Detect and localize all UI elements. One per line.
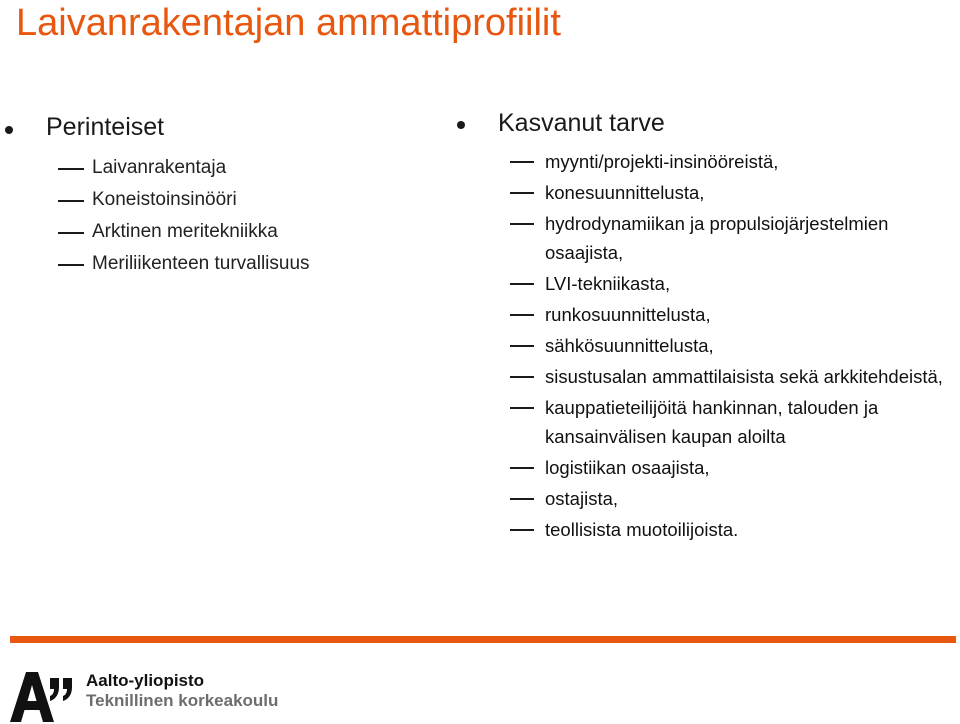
list-item <box>0 186 420 213</box>
list-item <box>448 331 953 360</box>
right-bullet <box>448 109 953 141</box>
left-column <box>0 113 420 282</box>
list-item-text: Koneistoinsinööri <box>92 189 237 210</box>
dash-icon <box>510 345 534 347</box>
list-item <box>0 154 420 181</box>
list-item-text: LVI-tekniikasta, <box>545 273 671 294</box>
list-item <box>0 250 420 277</box>
list-item-text: myynti/projekti-insinööreistä, <box>545 151 779 172</box>
dash-icon <box>510 283 534 285</box>
dash-icon <box>510 529 534 531</box>
dash-icon <box>510 223 534 225</box>
dash-icon <box>510 314 534 316</box>
list-item-text: konesuunnittelusta, <box>545 182 705 203</box>
list-item-text: Arktinen meritekniikka <box>92 221 278 242</box>
dash-icon <box>510 407 534 409</box>
list-item-text: Laivanrakentaja <box>92 157 227 178</box>
right-column <box>448 109 953 546</box>
list-item <box>448 147 953 176</box>
footer-divider <box>10 636 956 643</box>
logo-university-name: Aalto-yliopisto <box>86 671 205 690</box>
dash-icon <box>58 264 84 266</box>
bullet-dot-icon <box>457 121 465 129</box>
dash-icon <box>58 232 84 234</box>
aalto-a-logo-icon <box>10 672 74 722</box>
dash-icon <box>58 200 84 202</box>
dash-icon <box>510 192 534 194</box>
list-item-text: Meriliikenteen turvallisuus <box>92 253 310 274</box>
right-heading: Kasvanut tarve <box>498 109 665 137</box>
dash-icon <box>510 467 534 469</box>
left-bullet <box>0 113 420 145</box>
list-item <box>448 453 953 482</box>
list-item-text: sähkösuunnittelusta, <box>545 335 714 356</box>
list-item <box>448 269 953 298</box>
bullet-dot-icon <box>5 126 13 134</box>
list-item-text: hydrodynamiikan ja propulsiojärjestelmien osaajista, <box>545 213 889 263</box>
list-item-text: sisustusalan ammattilaisista sekä arkkitehdeistä, <box>545 366 943 387</box>
logo-text <box>86 671 278 711</box>
list-item-text: runkosuunnittelusta, <box>545 304 711 325</box>
list-item <box>448 484 953 513</box>
dash-icon <box>510 498 534 500</box>
dash-icon <box>58 168 84 170</box>
logo-school-name: Teknillinen korkeakoulu <box>86 691 279 710</box>
list-item-text: teollisista muotoilijoista. <box>545 519 739 540</box>
left-sub-list <box>0 154 420 277</box>
list-item <box>448 300 953 329</box>
list-item <box>448 393 953 451</box>
list-item <box>448 362 953 391</box>
right-sub-list <box>448 147 953 544</box>
list-item <box>448 515 953 544</box>
left-heading: Perinteiset <box>46 113 165 141</box>
list-item <box>448 209 953 267</box>
dash-icon <box>510 161 534 163</box>
list-item-text: ostajista, <box>545 488 619 509</box>
list-item <box>0 218 420 245</box>
list-item <box>448 178 953 207</box>
dash-icon <box>510 376 534 378</box>
list-item-text: kauppatieteilijöitä hankinnan, talouden ja kansainvälisen kaupan aloilta <box>545 397 879 447</box>
list-item-text: logistiikan osaajista, <box>545 457 710 478</box>
slide-title: Laivanrakentajan ammattiprofiilit <box>16 2 561 44</box>
